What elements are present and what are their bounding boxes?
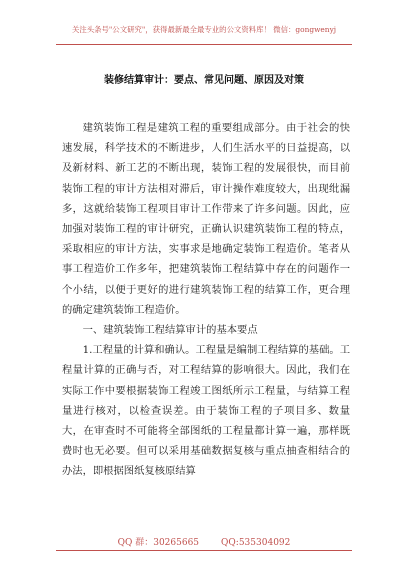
document-title: 装修结算审计：要点、常见问题、原因及对策 bbox=[104, 75, 304, 86]
body-paragraph: 1.工程量的计算和确认。工程量是编制工程结算的基础。工程量计算的正确与否，对工程结算的影响很大。因此，我们在实际工作中要根据装饰工程竣工图纸所示工程量，与结算工程量进行核对，以检查误差。由于装饰工程的子项目多、数量大，在审查时不可能将全部图纸的工程量都计算一遍，那样既费时也无必要。但可以采用基础数据复核与重点抽查相结合的办法，即根据图纸复核原结算 bbox=[62, 344, 350, 478]
document-body bbox=[62, 118, 350, 482]
footer-qq-group: QQ 群：30265665 bbox=[117, 538, 200, 548]
header-divider bbox=[56, 44, 352, 45]
section-heading: 一、建筑装饰工程结算审计的基本要点 bbox=[82, 324, 258, 337]
footer-contact bbox=[0, 535, 408, 548]
footer-qq: QQ:535304092 bbox=[221, 538, 291, 548]
footer-divider bbox=[56, 550, 352, 551]
intro-paragraph: 建筑装饰工程是建筑工程的重要组成部分。由于社会的快速发展，科学技术的不断进步，人们生活水平的日益提高，以及新材料、新工艺的不断出现，装饰工程的发展很快，而目前装饰工程的审计方法相对滞后，审计操作难度较大，出现纰漏多，这就给装饰工程项目审计工作带来了许多问题。因此，应加强对装饰工程的审计研究，正确认识建筑装饰工程的特点，采取相应的审计方法，实事求是地确定装饰工程造价。笔者从事工程造价工作多年，把建筑装饰工程结算中存在的问题作一个小结，以便于更好的进行建筑装饰工程的结算工作，更合理的确定建筑装饰工程造价。 bbox=[62, 122, 350, 316]
header-banner: 关注头条号"公文研究"，获得最新最全最专业的公文资料库！ 微信：gongwenyj bbox=[71, 25, 337, 34]
